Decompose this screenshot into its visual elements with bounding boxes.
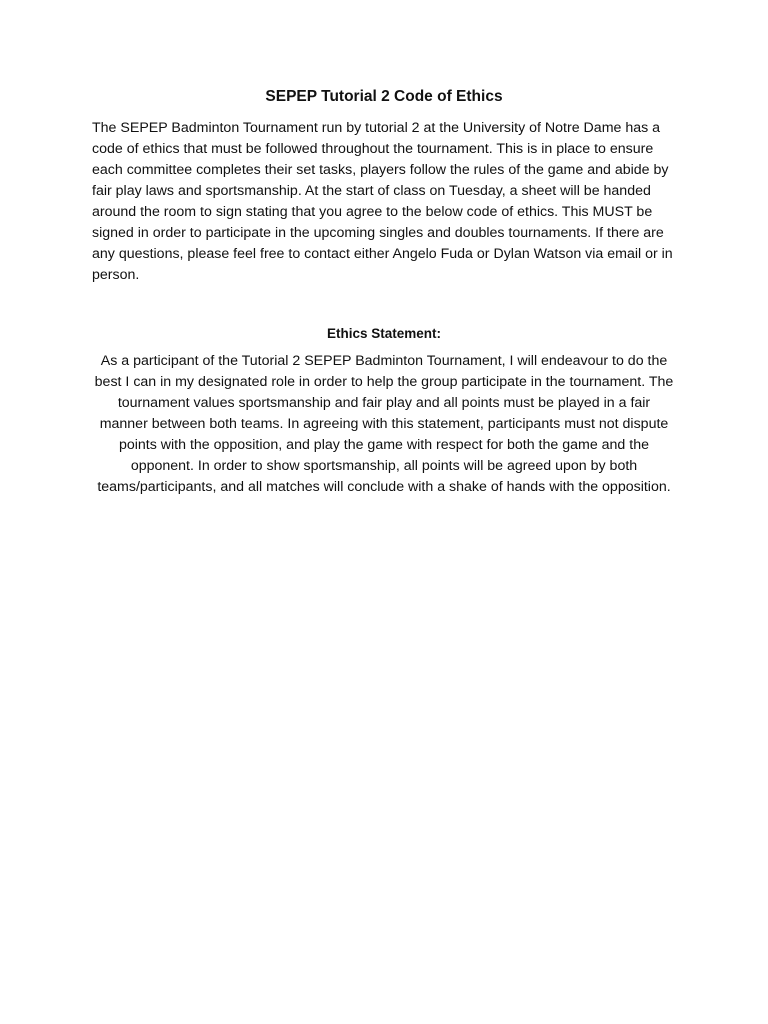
ethics-statement-paragraph: As a participant of the Tutorial 2 SEPEP Badminton Tournament, I will endeavour to do the best I can in my designated role in order to help the group participate in the tournament. The tournament values sportsmanship and fair play and all points must be played in a fair manner between both teams. In agreeing with this statement, participants must not dispute points with the opposition, and play the game with respect for both the game and the opponent. In order to show sportsmanship, all points will be agreed upon by both teams/participants, and all matches will conclude with a shake of hands with the opposition. [94, 353, 674, 495]
intro-paragraph: The SEPEP Badminton Tournament run by tutorial 2 at the University of Notre Dame has a code of ethics that must be followed throughout the tournament. This is in place to ensure each committee completes their set tasks, players follow the rules of the game and abide by fair play laws and sportsmanship. At the start of class on Tuesday, a sheet will be handed around the room to sign stating that you agree to the below code of ethics. This MUST be signed in order to participate in the upcoming singles and doubles tournaments. If there are any questions, please feel free to contact either Angelo Fuda or Dylan Watson via email or in person. [92, 120, 673, 283]
document-title: SEPEP Tutorial 2 Code of Ethics [265, 88, 503, 105]
ethics-statement-heading: Ethics Statement: [326, 326, 442, 341]
document-page [92, 88, 676, 498]
